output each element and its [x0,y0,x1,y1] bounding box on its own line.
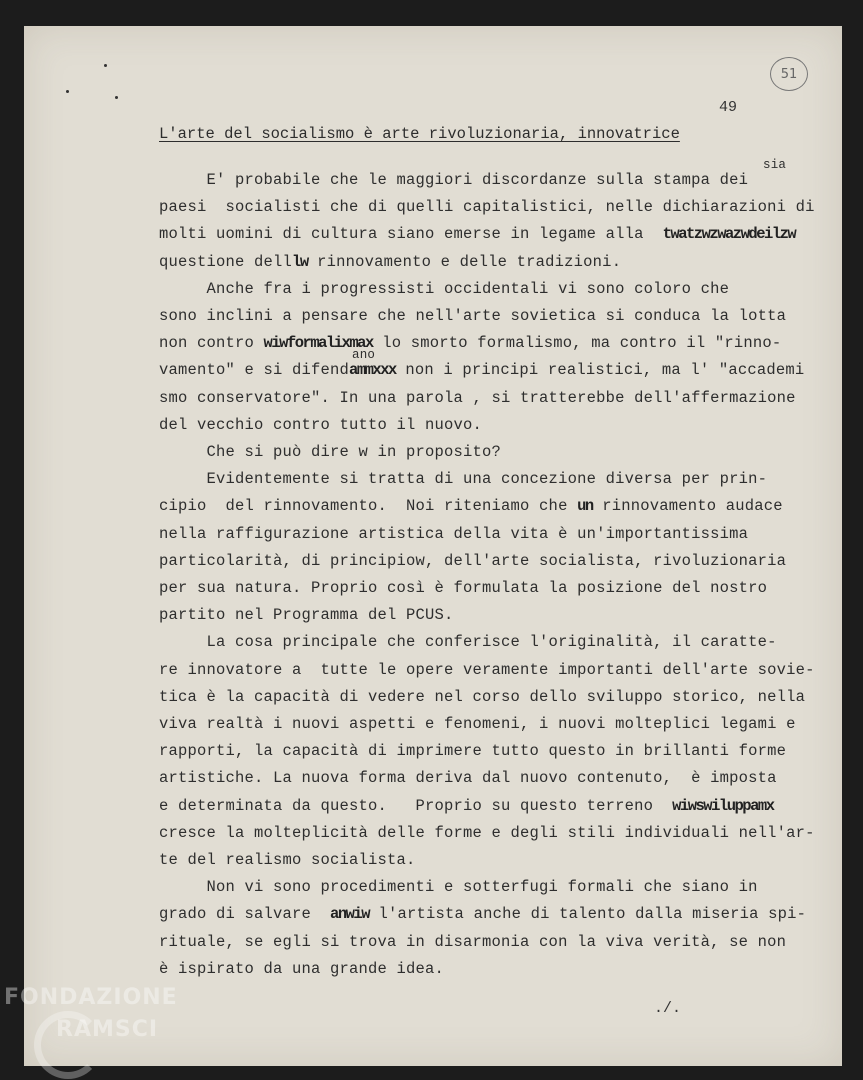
watermark-line-2: RAMSCI [56,1017,159,1042]
line-text: non contro [159,334,264,353]
watermark-line-1: FONDAZIONE [4,985,178,1010]
text-line [159,470,767,488]
line-text: cresce la molteplicità delle forme e degli stili individuali nell'ar- [159,823,815,842]
line-text: E' probabile che le maggiori discordanze sulla stampa dei [159,171,749,189]
line-text: e determinata da questo. Proprio su questo terreno [159,796,673,815]
text-line [159,688,805,706]
line-text: La cosa principale che conferisce l'originalità, il caratte- [159,633,777,652]
text-line [159,633,777,651]
line-text: vamento" e si difend [159,361,350,380]
overtyped-strikeout: un [577,497,593,516]
line-text-rest: non i principi realistici, ma l' "accademi [395,361,805,380]
line-text-rest: rinnovamento e delle tradizioni. [307,252,622,271]
overtyped-strikeout: wiwswiluppamx [672,796,774,815]
text-line [159,158,787,189]
text-line [159,389,796,407]
text-line [159,905,806,923]
line-text: particolarità, di principiow, dell'arte socialista, rivoluzionaria [159,551,787,570]
text-line [159,525,748,543]
line-text: rituale, se egli si trova in disarmonia con la viva verità, se non [159,932,787,951]
overtyped-strikeout: twatzwzwazwdeilzw [662,225,796,244]
line-text: molti uomini di cultura siano emerse in legame alla [159,225,663,244]
line-text: paesi socialisti che di quelli capitalistici, nelle dichiarazioni di [159,198,815,217]
line-text: cipio del rinnovamento. Noi riteniamo che [159,497,578,516]
line-text: del vecchio contro tutto il nuovo. [159,415,483,434]
line-text: Non vi sono procedimenti e sotterfugi formali che siano in [159,878,758,897]
text-line [159,552,786,570]
text-line [159,933,786,951]
overtyped-strikeout: ammxxx [349,361,396,380]
line-text: questione dell [159,252,293,271]
text-line [159,443,501,461]
text-line [159,661,815,679]
line-text: sono inclini a pensare che nell'arte sovietica si conduca la lotta [159,307,787,325]
line-text: è ispirato da una grande idea. [159,959,445,978]
text-line [159,253,621,271]
archive-stamp: 51 [770,57,808,91]
text-line [159,225,795,243]
overtyped-strikeout: anwiw [330,905,370,924]
text-line [159,280,729,298]
text-line [159,960,444,978]
text-line [159,715,796,733]
line-text: rapporti, la capacità di imprimere tutto questo in brillanti forme [159,742,787,761]
text-line [159,198,815,216]
line-text: re innovatore a tutte le opere veramente importanti dell'arte sovie- [159,660,815,679]
line-text: Anche fra i progressisti occidentali vi sono coloro che [159,279,730,298]
line-text: artistiche. La nuova forma deriva dal nuovo contenuto, è imposta [159,769,777,788]
text-line [159,416,482,434]
line-text-rest: lo smorto formalismo, ma contro il "rinno- [372,334,782,353]
fondazione-gramsci-watermark [4,985,234,1075]
text-line [159,606,454,624]
interlinear-correction: ano [352,348,376,363]
line-text: te del realismo socialista. [159,851,416,869]
text-line [159,797,774,815]
text-line [159,851,416,869]
text-line [159,878,758,896]
typed-body-text [159,0,839,1080]
ink-speck [104,64,107,67]
text-line [159,497,783,515]
line-text: partito nel Programma del PCUS. [159,606,454,625]
continuation-mark: ./. [654,1000,682,1017]
line-text-rest: l'artista anche di talento dalla miseria spi- [369,905,807,924]
line-text: Evidentemente si tratta di una concezione diversa per prin- [159,470,768,489]
ink-speck [115,96,118,99]
ink-speck [66,90,69,93]
text-line [159,824,815,842]
text-line [159,769,777,787]
line-text: tica è la capacità di vedere nel corso dello sviluppo storico, nella [159,687,806,706]
line-text: viva realtà i nuovi aspetti e fenomeni, i nuovi molteplici legami e [159,715,796,733]
overtyped-strikeout: lw [292,252,308,271]
line-text: per sua natura. Proprio così è formulata la posizione del nostro [159,579,768,597]
page-number: 49 [719,99,738,116]
line-text: grado di salvare [159,905,331,924]
interlinear-correction: sia [763,158,787,172]
line-text: nella raffigurazione artistica della vita è un'importantissima [159,524,749,543]
text-line [159,742,786,760]
text-line [159,579,767,597]
line-text-rest: rinnovamento audace [592,497,783,516]
text-line [159,348,805,380]
text-line [159,307,786,325]
overtyped-strikeout: wiwformalixmax [263,334,373,353]
line-text: smo conservatore". In una parola , si tratterebbe dell'affermazione [159,388,796,407]
text-line [159,334,781,352]
document-title: L'arte del socialismo è arte rivoluzionaria, innovatrice [159,125,680,143]
line-text: Che si può dire w in proposito? [159,443,502,461]
